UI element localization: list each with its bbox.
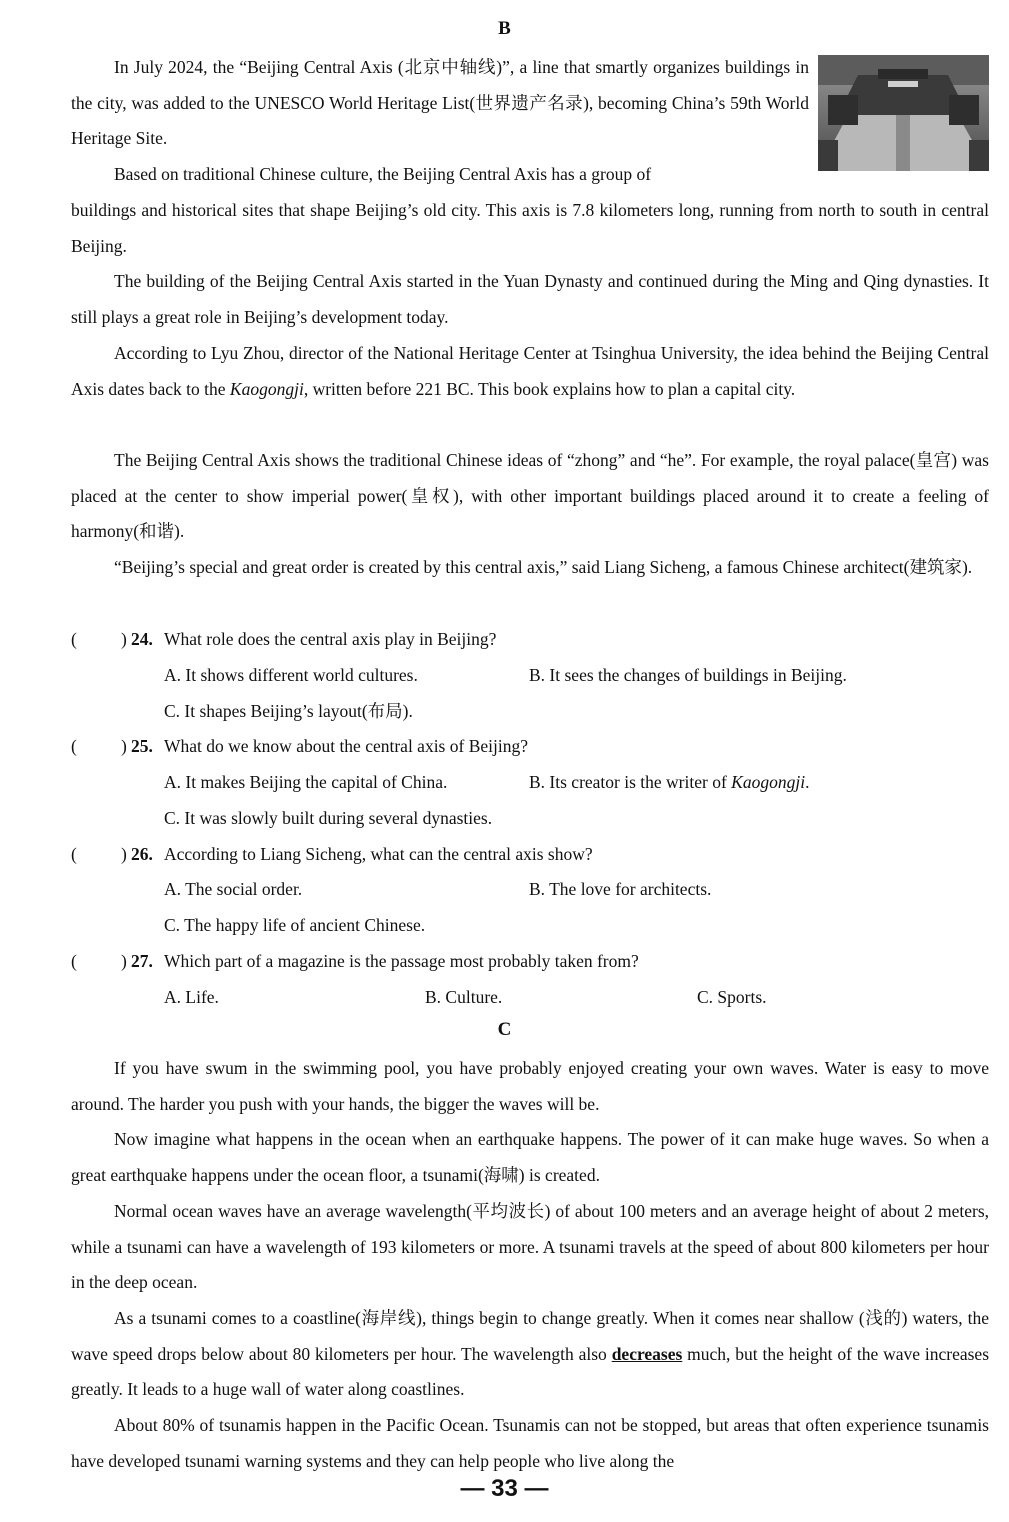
option-a: A. Life. <box>164 987 219 1007</box>
option-a: A. The social order. <box>164 879 303 899</box>
section-b-title: B <box>498 18 511 39</box>
section-b-paragraph-2-start: Based on traditional Chinese culture, the Beijing Central Axis has a group of <box>114 164 652 184</box>
page-number: — 33 — <box>460 1475 549 1502</box>
question-26 <box>71 839 989 869</box>
option-b: B. The love for architects. <box>529 879 712 899</box>
section-c-paragraph-2: Now imagine what happens in the ocean when an earthquake happens. The power of it can make huge waves. So when a great earthquake happens under the ocean floor, a tsunami(海啸) is created. <box>71 1129 989 1185</box>
option-c: C. The happy life of ancient Chinese. <box>164 915 426 935</box>
beijing-central-axis-photo <box>818 55 989 171</box>
question-stem: What do we know about the central axis of Beijing? <box>164 736 528 756</box>
paragraph-4-text-end: much, but the height of the wave increases greatly. It leads to a huge wall of water along coastlines. <box>71 1343 990 1400</box>
paren-left: ( <box>71 844 77 864</box>
question-stem: According to Liang Sicheng, what can the central axis show? <box>164 844 593 864</box>
section-c-paragraph-4 <box>71 1301 989 1408</box>
book-title-kaogongji: Kaogongji <box>731 772 806 792</box>
underlined-word-decreases: decreases <box>611 1343 683 1364</box>
paren-right: ) <box>121 736 127 756</box>
paren-left: ( <box>71 629 77 649</box>
paragraph-4-text-end: , written before 221 BC. This book explains how to plan a capital city. <box>303 378 796 399</box>
option-a: A. It shows different world cultures. <box>164 665 418 685</box>
question-27 <box>71 946 989 976</box>
question-number: 26. <box>131 844 153 864</box>
option-b <box>529 767 809 797</box>
book-title-kaogongji: Kaogongji <box>229 378 304 399</box>
paren-right: ) <box>121 951 127 971</box>
question-number: 27. <box>131 951 153 971</box>
option-c: C. It shapes Beijing’s layout(布局). <box>164 701 413 721</box>
section-b-paragraph-4 <box>71 336 989 407</box>
paragraph-4-text-start: As a tsunami comes to a coastline(海岸线), things begin to change greatly. When it comes near shallow (浅的) waters, the wave speed drops below about 80 kilometers per hour. The wavelength also <box>71 1308 989 1364</box>
section-b-paragraph-5: The Beijing Central Axis shows the traditional Chinese ideas of “zhong” and “he”. For example, the royal palace(皇宫) was placed at the center to show imperial power(皇权), with other important buildings placed around it to create a feeling of harmony(和谐). <box>71 450 989 542</box>
section-c-paragraph-3: Normal ocean waves have an average wavelength(平均波长) of about 100 meters and an average height of about 2 meters, while a tsunami can have a wavelength of 193 kilometers or more. A tsunami travels at the speed of about 800 kilometers per hour in the deep ocean. <box>71 1201 989 1293</box>
option-b-text: B. Its creator is the writer of <box>529 772 732 792</box>
option-b: B. Culture. <box>425 987 503 1007</box>
option-a: A. It makes Beijing the capital of China. <box>164 772 448 792</box>
option-c: C. It was slowly built during several dynasties. <box>164 808 493 828</box>
section-b-paragraph-2-end: buildings and historical sites that shape Beijing’s old city. This axis is 7.8 kilometers long, running from north to south in central Beijing. <box>71 200 989 256</box>
option-b-period: . <box>805 772 810 792</box>
section-b-paragraph-3: The building of the Beijing Central Axis started in the Yuan Dynasty and continued during the Ming and Qing dynasties. It still plays a great role in Beijing’s development today. <box>71 271 989 327</box>
question-number: 25. <box>131 736 153 756</box>
section-c-title: C <box>497 1019 512 1040</box>
section-c-paragraph-5: About 80% of tsunamis happen in the Pacific Ocean. Tsunamis can not be stopped, but areas that often experience tsunamis have developed tsunami warning systems and they can help people who live along the <box>71 1415 989 1471</box>
question-25 <box>71 731 989 761</box>
question-stem: Which part of a magazine is the passage most probably taken from? <box>164 951 639 971</box>
section-b-paragraph-6: “Beijing’s special and great order is created by this central axis,” said Liang Sicheng, a famous Chinese architect(建筑家). <box>114 557 973 577</box>
palace-aerial-image <box>818 55 989 171</box>
section-c-paragraph-1: If you have swum in the swimming pool, you have probably enjoyed creating your own waves. Water is easy to move around. The harder you push with your hands, the bigger the waves will be. <box>71 1058 989 1114</box>
option-b: B. It sees the changes of buildings in Beijing. <box>529 665 847 685</box>
question-number: 24. <box>131 629 153 649</box>
section-b-paragraph-1: In July 2024, the “Beijing Central Axis (北京中轴线)”, a line that smartly organizes buildings in the city, was added to the UNESCO World Heritage List(世界遗产名录), becoming China’s 59th World Heritage Site. <box>71 57 809 149</box>
option-c: C. Sports. <box>697 987 767 1007</box>
paragraph-4-text-start: According to Lyu Zhou, director of the National Heritage Center at Tsinghua University, the idea behind the Beijing Central Axis dates back to the <box>71 343 989 399</box>
paren-right: ) <box>121 629 127 649</box>
question-24 <box>71 624 989 654</box>
question-stem: What role does the central axis play in Beijing? <box>164 629 497 649</box>
paren-right: ) <box>121 844 127 864</box>
paren-left: ( <box>71 951 77 971</box>
paren-left: ( <box>71 736 77 756</box>
